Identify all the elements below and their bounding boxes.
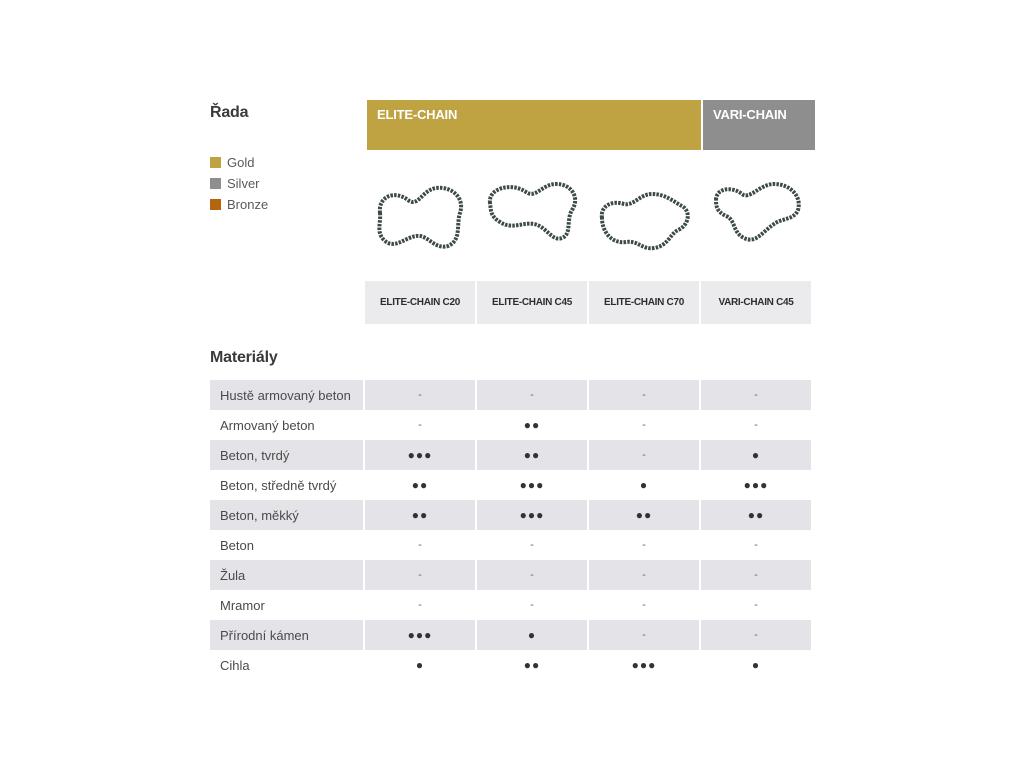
model-elite-chain-c20: ELITE-CHAIN C20 (365, 281, 475, 324)
rating-cell: ●● (365, 500, 475, 530)
rating-cell: - (589, 620, 699, 650)
rating-cell: ●●● (519, 478, 545, 492)
material-label: Cihla (220, 657, 250, 673)
table-row (210, 470, 813, 500)
rating-cell: ●●● (365, 620, 475, 650)
legend-swatch-silver (210, 178, 221, 189)
rating-cell: - (642, 599, 646, 611)
rating-cell: ●●● (365, 440, 475, 470)
rating-cell: - (701, 620, 811, 650)
material-label: Přírodní kámen (210, 620, 363, 650)
table-row (210, 560, 813, 590)
rating-cell: - (418, 419, 422, 431)
table-row (210, 380, 813, 410)
rating-cell: - (418, 599, 422, 611)
rating-cell: - (754, 539, 758, 551)
rating-cell: ●●● (631, 658, 657, 672)
rating-cell: - (589, 440, 699, 470)
table-row (210, 440, 813, 470)
chain-image-elite-c70 (594, 168, 694, 258)
model-header-row (365, 281, 813, 324)
rating-cell: ● (751, 658, 761, 672)
material-label: Beton, tvrdý (210, 440, 363, 470)
rating-cell: ●● (477, 440, 587, 470)
rating-cell: - (530, 599, 534, 611)
rating-cell: - (365, 380, 475, 410)
rating-cell: ●● (411, 478, 429, 492)
legend-item-silver (210, 173, 268, 194)
chain-image-vari-c45 (706, 168, 806, 258)
legend-item-gold (210, 152, 268, 173)
legend-label: Gold (227, 155, 255, 170)
rating-cell: ●● (523, 418, 541, 432)
rating-cell: - (754, 599, 758, 611)
rating-cell: - (418, 539, 422, 551)
rating-cell: ●● (589, 500, 699, 530)
material-label: Armovaný beton (220, 417, 315, 433)
table-row (210, 590, 813, 620)
material-label: Žula (210, 560, 363, 590)
legend-label: Silver (227, 176, 260, 191)
materials-heading: Materiály (210, 349, 278, 366)
legend-swatch-gold (210, 157, 221, 168)
model-vari-chain-c45: VARI-CHAIN C45 (701, 281, 811, 324)
rating-cell: - (642, 539, 646, 551)
rating-cell: ● (415, 658, 425, 672)
material-label: Beton, středně tvrdý (220, 477, 337, 493)
legend-item-bronze (210, 194, 268, 215)
rating-cell: - (642, 419, 646, 431)
rating-cell: - (530, 539, 534, 551)
series-heading: Řada (210, 104, 249, 121)
material-label: Beton (220, 537, 254, 553)
rating-cell: - (477, 560, 587, 590)
rating-cell: ●●● (743, 478, 769, 492)
table-row (210, 620, 813, 650)
rating-cell: ●● (701, 500, 811, 530)
chain-image-elite-c20 (370, 168, 470, 258)
rating-cell: - (589, 560, 699, 590)
table-row (210, 530, 813, 560)
table-row (210, 500, 813, 530)
series-legend (210, 152, 268, 215)
legend-label: Bronze (227, 197, 269, 212)
series-header-vari-chain: VARI-CHAIN (703, 100, 815, 150)
rating-cell: ● (477, 620, 587, 650)
rating-cell: - (701, 380, 811, 410)
model-elite-chain-c70: ELITE-CHAIN C70 (589, 281, 699, 324)
rating-cell: - (365, 560, 475, 590)
chain-image-elite-c45 (482, 168, 582, 258)
rating-cell: ●● (523, 658, 541, 672)
rating-cell: - (589, 380, 699, 410)
rating-cell: ● (639, 478, 649, 492)
table-row (210, 410, 813, 440)
rating-cell: ● (701, 440, 811, 470)
material-label: Mramor (220, 597, 265, 613)
rating-cell: - (754, 419, 758, 431)
model-elite-chain-c45: ELITE-CHAIN C45 (477, 281, 587, 324)
rating-cell: ●●● (477, 500, 587, 530)
material-label: Beton, měkký (210, 500, 363, 530)
legend-swatch-bronze (210, 199, 221, 210)
table-row (210, 650, 813, 680)
series-header-elite-chain: ELITE-CHAIN (367, 100, 701, 150)
rating-cell: - (477, 380, 587, 410)
rating-cell: - (701, 560, 811, 590)
material-label: Hustě armovaný beton (210, 380, 363, 410)
materials-matrix (210, 380, 813, 680)
